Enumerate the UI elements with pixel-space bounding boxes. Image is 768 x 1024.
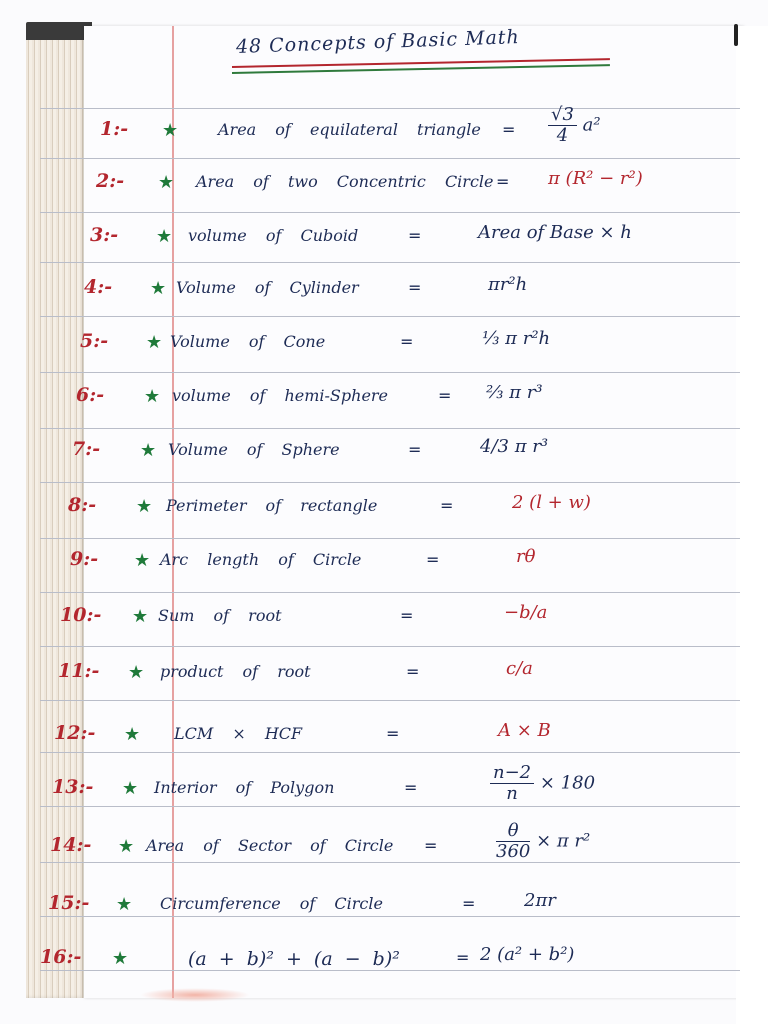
concept-formula: ⅓ π r²h [482, 328, 551, 349]
concept-formula: $\frac{√3}{4}$ a² [548, 106, 601, 145]
equals-sign: = [386, 724, 400, 743]
concept-label: volume of hemi-Sphere [172, 386, 389, 405]
concept-label: Perimeter of rectangle [166, 496, 378, 515]
concept-number: 11:- [58, 660, 100, 682]
concept-row [0, 548, 768, 588]
concept-number: 16:- [40, 946, 82, 968]
concept-number: 7:- [72, 438, 101, 460]
concept-row [0, 224, 768, 264]
ruled-line [40, 372, 740, 373]
concept-label: volume of Cuboid [188, 226, 359, 245]
concept-number: 15:- [48, 892, 90, 914]
concept-label: Circumference of Circle [160, 894, 383, 913]
concept-number: 10:- [60, 604, 102, 626]
concept-label: Arc length of Circle [160, 550, 362, 569]
ruled-line [40, 482, 740, 483]
concept-row [0, 438, 768, 478]
concept-number: 9:- [70, 548, 99, 570]
ruled-line [40, 538, 740, 539]
equals-sign: = [456, 948, 470, 967]
concept-formula: c/a [506, 658, 533, 679]
star-icon: ★ [158, 172, 175, 193]
equals-sign: = [408, 226, 422, 245]
equals-sign: = [408, 278, 422, 297]
star-icon: ★ [150, 278, 167, 299]
star-icon: ★ [136, 496, 153, 517]
star-icon: ★ [116, 894, 133, 915]
equals-sign: = [438, 386, 452, 405]
concept-row [0, 892, 768, 932]
star-icon: ★ [132, 606, 149, 627]
ruled-line [40, 592, 740, 593]
concept-number: 1:- [100, 118, 129, 140]
concept-row [0, 762, 768, 816]
concept-number: 13:- [52, 776, 94, 798]
notebook-binding-edge [26, 22, 92, 40]
concept-row [0, 384, 768, 424]
star-icon: ★ [118, 836, 135, 857]
concept-row [0, 104, 768, 158]
equals-sign: = [400, 332, 414, 351]
concept-label: Volume of Sphere [168, 440, 340, 459]
equals-sign: = [440, 496, 454, 515]
concept-label: Interior of Polygon [154, 778, 335, 797]
concept-row [0, 276, 768, 316]
ruled-line [40, 108, 740, 109]
concept-formula: π (R² − r²) [548, 168, 643, 189]
star-icon: ★ [122, 778, 139, 799]
concept-formula: $\frac{\theta}{360}$ × π r² [496, 820, 591, 862]
concept-number: 12:- [54, 722, 96, 744]
star-icon: ★ [140, 440, 157, 461]
star-icon: ★ [156, 226, 173, 247]
concept-formula: rθ [516, 546, 536, 567]
concept-label: Area of Sector of Circle [146, 836, 394, 855]
ruled-line [40, 428, 740, 429]
equals-sign: = [406, 662, 420, 681]
concept-label: Area of equilateral triangle [218, 120, 481, 139]
ruled-line [40, 646, 740, 647]
ruled-line [40, 212, 740, 213]
equals-sign: = [496, 172, 510, 191]
concept-label: (a + b)² + (a − b)² [188, 948, 400, 970]
ruled-line [40, 700, 740, 701]
concept-row [0, 820, 768, 874]
concept-label: Sum of root [158, 606, 282, 625]
concept-number: 3:- [90, 224, 119, 246]
equals-sign: = [404, 778, 418, 797]
equals-sign: = [502, 120, 516, 139]
concept-row [0, 660, 768, 700]
star-icon: ★ [124, 724, 141, 745]
star-icon: ★ [162, 120, 179, 141]
star-icon: ★ [144, 386, 161, 407]
star-icon: ★ [146, 332, 163, 353]
concept-formula: ⅔ π r³ [486, 382, 543, 403]
concept-row [0, 604, 768, 644]
concept-label: LCM × HCF [174, 724, 303, 743]
concept-row [0, 494, 768, 534]
ruled-line [40, 316, 740, 317]
concept-number: 5:- [80, 330, 109, 352]
equals-sign: = [424, 836, 438, 855]
concept-number: 14:- [50, 834, 92, 856]
concept-label: Volume of Cone [170, 332, 326, 351]
equals-sign: = [408, 440, 422, 459]
star-icon: ★ [134, 550, 151, 571]
concept-label: product of root [160, 662, 311, 681]
concept-label: Area of two Concentric Circle [196, 172, 494, 191]
concept-number: 2:- [96, 170, 125, 192]
concept-row [0, 722, 768, 762]
concept-number: 4:- [84, 276, 113, 298]
concept-number: 6:- [76, 384, 105, 406]
star-icon: ★ [128, 662, 145, 683]
concept-formula: 2 (a² + b²) [480, 944, 575, 965]
concept-row [0, 946, 768, 986]
concept-label: Volume of Cylinder [176, 278, 359, 297]
concept-formula: −b/a [504, 602, 548, 623]
concept-formula: πr²h [488, 274, 528, 295]
star-icon: ★ [112, 948, 129, 969]
page-title: 48 Concepts of Basic Math [235, 26, 521, 58]
concept-formula: Area of Base × h [478, 222, 632, 243]
concept-row [0, 170, 768, 210]
bottom-smudge [140, 988, 250, 1002]
concept-formula: 2 (l + w) [512, 492, 591, 513]
concept-formula: 4/3 π r³ [480, 436, 549, 457]
ruled-line [40, 158, 740, 159]
concept-formula: $\frac{n-2}{n}$ × 180 [490, 764, 595, 803]
page-edge-mark [734, 24, 738, 46]
equals-sign: = [400, 606, 414, 625]
concept-row [0, 330, 768, 370]
equals-sign: = [462, 894, 476, 913]
concept-formula: 2πr [524, 890, 556, 911]
concept-number: 8:- [68, 494, 97, 516]
concept-formula: A × B [498, 720, 551, 741]
equals-sign: = [426, 550, 440, 569]
